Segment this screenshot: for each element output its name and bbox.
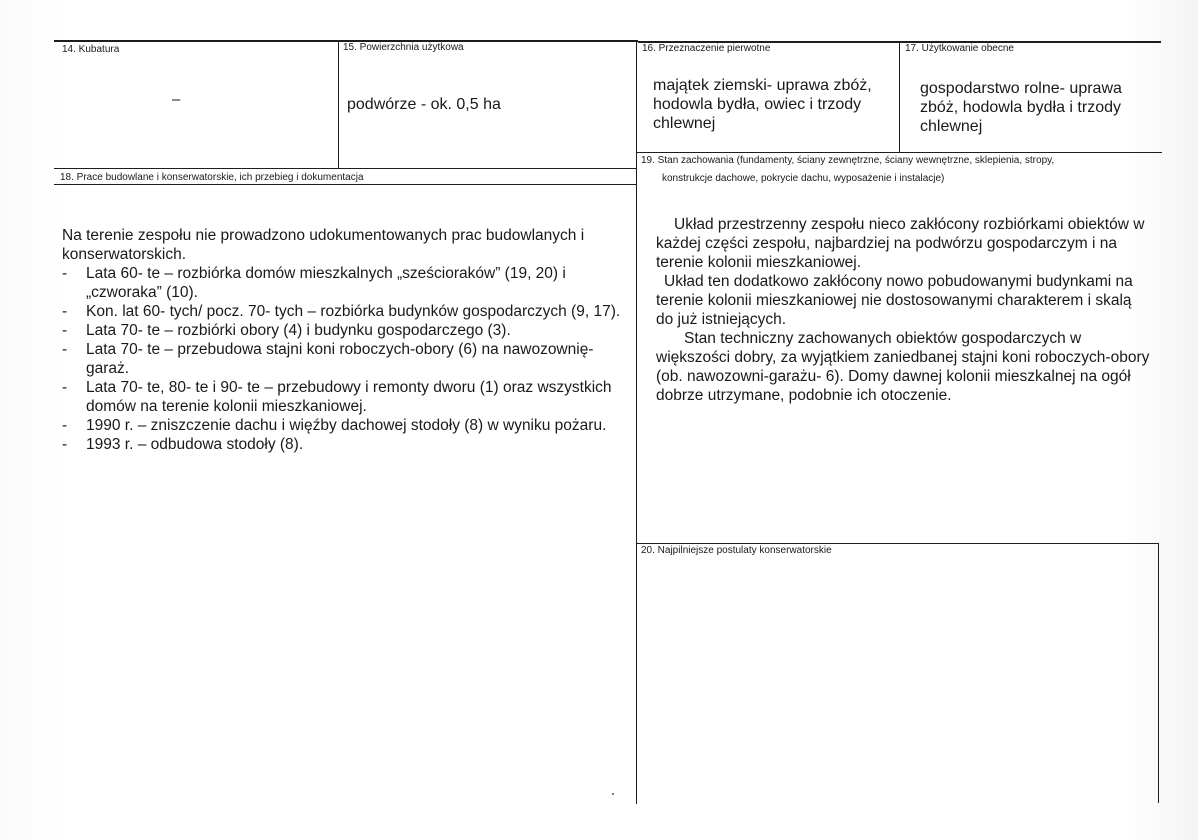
field-20-label: 20. Najpilniejsze postulaty konserwatorskie: [641, 545, 832, 556]
field-18-list: [62, 264, 634, 454]
field-19-paragraph: Układ ten dodatkowo zakłócony nowo pobudowanymi budynkami na terenie kolonii mieszkaniowej nie dostosowanymi charakterem i skalą do już istniejących.: [656, 273, 1133, 328]
field-16-value: majątek ziemski- uprawa zbóż, hodowla bydła, owiec i trzody chlewnej: [653, 77, 872, 132]
top-row-bottom-left: [54, 168, 637, 169]
right-edge-lower: [1158, 543, 1159, 803]
section-20-rule: [637, 543, 1159, 544]
list-item: - 1993 r. – odbudowa stodoły (8).: [62, 436, 304, 453]
field-19-paragraph: Stan techniczny zachowanych obiektów gospodarczych w większości dobry, za wyjątkiem zaniedbanej stajni koni roboczych-obory (ob. nawozowni-garażu- 6). Domy dawnej kolonii mieszkalnej na ogół dobrze utrzymane, podobnie ich otoczenie.: [656, 330, 1150, 404]
list-item: - Lata 60- te – rozbiórka domów mieszkalnych „sześcioraków” (19, 20) i „czworaka” (10).: [62, 265, 566, 301]
field-18-intro: Na terenie zespołu nie prowadzono udokumentowanych prac budowlanych i konserwatorskich.: [62, 227, 585, 263]
list-item: - Lata 70- te, 80- te i 90- te – przebudowy i remonty dworu (1) oraz wszystkich domów na terenie kolonii mieszkaniowej.: [62, 379, 612, 415]
field-19-paragraph: Układ przestrzenny zespołu nieco zakłócony rozbiórkami obiektów w każdej części zespołu, najbardziej na podwórzu gospodarczym i na terenie kolonii mieszkaniowej.: [656, 216, 1145, 271]
field-16-label: 16. Przeznaczenie pierwotne: [642, 43, 771, 54]
field-14-value: –: [172, 91, 181, 108]
field-18-label: 18. Prace budowlane i konserwatorskie, ich przebieg i dokumentacja: [60, 172, 364, 183]
field-15-value: podwórze - ok. 0,5 ha: [347, 96, 501, 113]
field-17-label: 17. Użytkowanie obecne: [905, 43, 1014, 54]
top-row-bottom-right: [637, 152, 1162, 153]
field-19-label-line1: 19. Stan zachowania (fundamenty, ściany zewnętrzne, ściany wewnętrzne, sklepienia, stropy,: [641, 155, 1055, 166]
list-item: - Lata 70- te – przebudowa stajni koni roboczych-obory (6) na nawozownię-garaż.: [62, 341, 594, 377]
center-divider: [636, 40, 637, 804]
speck: [612, 793, 614, 795]
divider-16-17: [899, 41, 900, 152]
list-item: - 1990 r. – zniszczenie dachu i więźby dachowej stodoły (8) w wyniku pożaru.: [62, 417, 607, 434]
list-item: - Kon. lat 60- tych/ pocz. 70- tych – rozbiórka budynków gospodarczych (9, 17).: [62, 303, 621, 320]
list-item: - Lata 70- te – rozbiórki obory (4) i budynku gospodarczego (3).: [62, 322, 511, 339]
divider-14-15: [338, 40, 339, 168]
field-17-value: gospodarstwo rolne- uprawa zbóż, hodowla bydła i trzody chlewnej: [920, 80, 1122, 135]
field-18-body: [62, 226, 634, 454]
section-18-rule: [54, 184, 637, 185]
field-14-label: 14. Kubatura: [62, 44, 120, 55]
field-19-body: [656, 215, 1152, 405]
field-15-label: 15. Powierzchnia użytkowa: [343, 42, 464, 53]
field-19-label-line2: konstrukcje dachowe, pokrycie dachu, wyposażenie i instalacje): [662, 173, 945, 184]
